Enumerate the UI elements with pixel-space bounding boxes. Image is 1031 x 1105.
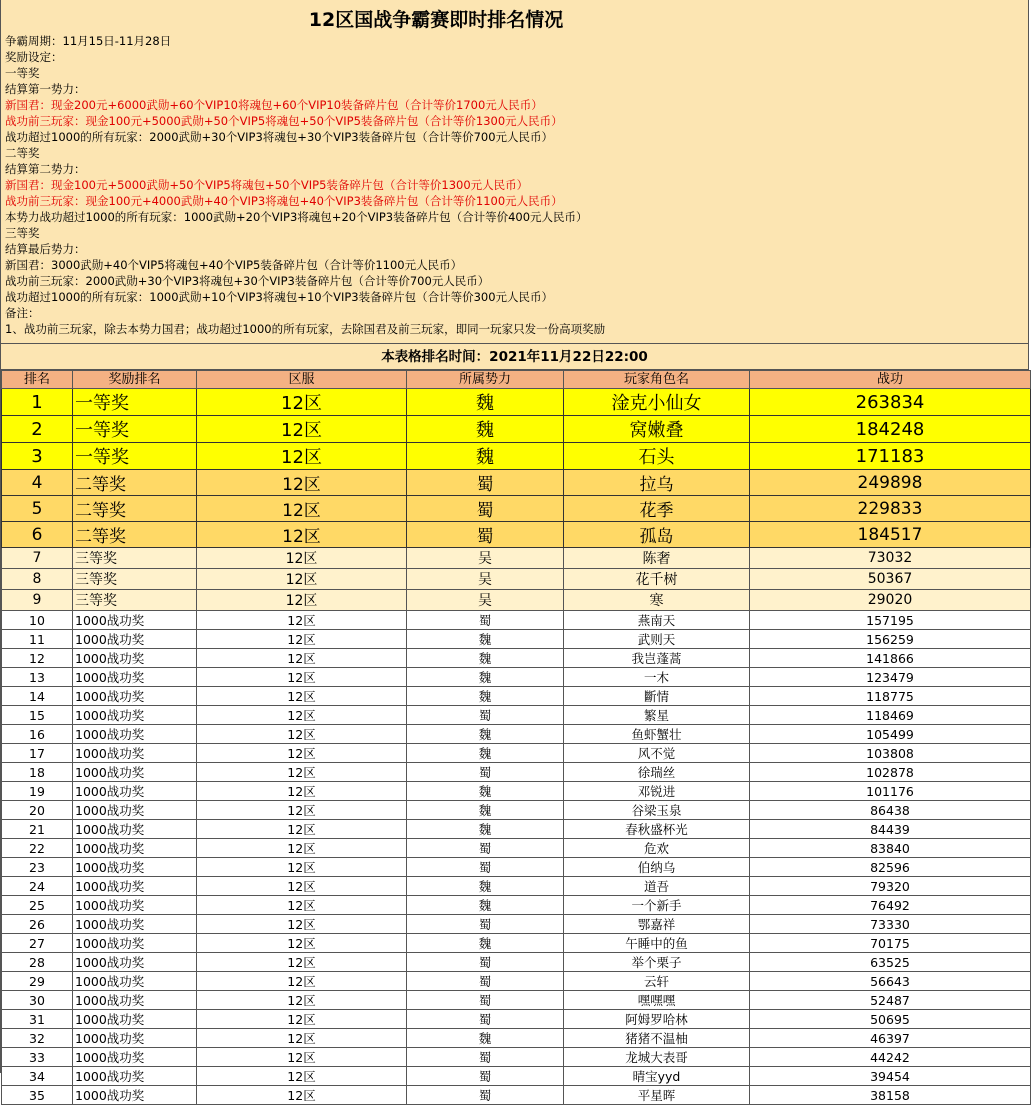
server-cell: 12区 xyxy=(197,687,407,706)
faction-cell: 魏 xyxy=(407,820,564,839)
player-name-cell: 一个新手 xyxy=(564,896,750,915)
merit-cell: 86438 xyxy=(750,801,1031,820)
merit-cell: 157195 xyxy=(750,611,1031,630)
server-cell: 12区 xyxy=(197,569,407,590)
merit-cell: 70175 xyxy=(750,934,1031,953)
table-row xyxy=(2,725,1031,744)
table-row xyxy=(2,389,1031,416)
faction-cell: 魏 xyxy=(407,389,564,416)
player-name-cell: 晴宝yyd xyxy=(564,1067,750,1086)
faction-cell: 吴 xyxy=(407,548,564,569)
rule-line: 备注： xyxy=(5,306,40,320)
rules-header xyxy=(1,0,1028,344)
server-cell: 12区 xyxy=(197,1048,407,1067)
server-cell: 12区 xyxy=(197,991,407,1010)
reward-rules xyxy=(5,33,1024,337)
table-row xyxy=(2,915,1031,934)
faction-cell: 魏 xyxy=(407,744,564,763)
server-cell: 12区 xyxy=(197,706,407,725)
award-cell: 1000战功奖 xyxy=(73,611,197,630)
column-header-faction: 所属势力 xyxy=(407,371,564,389)
rank-cell: 32 xyxy=(2,1029,73,1048)
rank-cell: 27 xyxy=(2,934,73,953)
player-name-cell: 龙城大表哥 xyxy=(564,1048,750,1067)
table-body xyxy=(2,389,1031,1105)
rank-cell: 23 xyxy=(2,858,73,877)
player-name-cell: 徐瑞丝 xyxy=(564,763,750,782)
server-cell: 12区 xyxy=(197,934,407,953)
table-row xyxy=(2,687,1031,706)
faction-cell: 魏 xyxy=(407,782,564,801)
player-name-cell: 风不觉 xyxy=(564,744,750,763)
table-row xyxy=(2,416,1031,443)
faction-cell: 蜀 xyxy=(407,953,564,972)
player-name-cell: 花千树 xyxy=(564,569,750,590)
table-row xyxy=(2,953,1031,972)
award-cell: 三等奖 xyxy=(73,569,197,590)
faction-cell: 蜀 xyxy=(407,763,564,782)
table-row xyxy=(2,590,1031,611)
rank-cell: 20 xyxy=(2,801,73,820)
merit-cell: 105499 xyxy=(750,725,1031,744)
table-row xyxy=(2,972,1031,991)
table-row xyxy=(2,470,1031,496)
player-name-cell: 平星晖 xyxy=(564,1086,750,1105)
faction-cell: 蜀 xyxy=(407,1086,564,1105)
merit-cell: 123479 xyxy=(750,668,1031,687)
server-cell: 12区 xyxy=(197,649,407,668)
rank-cell: 29 xyxy=(2,972,73,991)
faction-cell: 魏 xyxy=(407,687,564,706)
player-name-cell: 武则天 xyxy=(564,630,750,649)
rank-cell: 17 xyxy=(2,744,73,763)
merit-cell: 249898 xyxy=(750,470,1031,496)
rank-cell: 33 xyxy=(2,1048,73,1067)
rule-line: 三等奖 xyxy=(5,226,40,240)
faction-cell: 吴 xyxy=(407,569,564,590)
rank-cell: 22 xyxy=(2,839,73,858)
table-row xyxy=(2,1067,1031,1086)
player-name-cell: 拉乌 xyxy=(564,470,750,496)
award-cell: 1000战功奖 xyxy=(73,915,197,934)
merit-cell: 63525 xyxy=(750,953,1031,972)
server-cell: 12区 xyxy=(197,1086,407,1105)
table-row xyxy=(2,934,1031,953)
player-name-cell: 鄂嘉祥 xyxy=(564,915,750,934)
player-name-cell: 陈奢 xyxy=(564,548,750,569)
award-cell: 三等奖 xyxy=(73,590,197,611)
server-cell: 12区 xyxy=(197,548,407,569)
rank-cell: 6 xyxy=(2,522,73,548)
table-row xyxy=(2,569,1031,590)
merit-cell: 29020 xyxy=(750,590,1031,611)
faction-cell: 蜀 xyxy=(407,915,564,934)
table-row xyxy=(2,839,1031,858)
rule-line: 战功前三玩家：现金100元+5000武勋+50个VIP5将魂包+50个VIP5装备碎片包（合计等价1300元人民币） xyxy=(5,114,563,128)
table-row xyxy=(2,1029,1031,1048)
rank-cell: 12 xyxy=(2,649,73,668)
faction-cell: 魏 xyxy=(407,649,564,668)
award-cell: 一等奖 xyxy=(73,443,197,470)
award-cell: 1000战功奖 xyxy=(73,725,197,744)
award-cell: 1000战功奖 xyxy=(73,858,197,877)
award-cell: 1000战功奖 xyxy=(73,649,197,668)
faction-cell: 蜀 xyxy=(407,1067,564,1086)
merit-cell: 229833 xyxy=(750,496,1031,522)
server-cell: 12区 xyxy=(197,590,407,611)
faction-cell: 蜀 xyxy=(407,522,564,548)
award-cell: 1000战功奖 xyxy=(73,953,197,972)
faction-cell: 蜀 xyxy=(407,839,564,858)
server-cell: 12区 xyxy=(197,630,407,649)
table-row xyxy=(2,801,1031,820)
table-row xyxy=(2,1010,1031,1029)
merit-cell: 82596 xyxy=(750,858,1031,877)
merit-cell: 103808 xyxy=(750,744,1031,763)
table-row xyxy=(2,668,1031,687)
faction-cell: 魏 xyxy=(407,443,564,470)
table-row xyxy=(2,820,1031,839)
award-cell: 1000战功奖 xyxy=(73,630,197,649)
server-cell: 12区 xyxy=(197,470,407,496)
merit-cell: 56643 xyxy=(750,972,1031,991)
rank-cell: 15 xyxy=(2,706,73,725)
award-cell: 1000战功奖 xyxy=(73,687,197,706)
rank-cell: 11 xyxy=(2,630,73,649)
player-name-cell: 邓锐进 xyxy=(564,782,750,801)
player-name-cell: 举个栗子 xyxy=(564,953,750,972)
rank-cell: 16 xyxy=(2,725,73,744)
server-cell: 12区 xyxy=(197,1010,407,1029)
server-cell: 12区 xyxy=(197,496,407,522)
award-cell: 三等奖 xyxy=(73,548,197,569)
table-row xyxy=(2,630,1031,649)
rank-cell: 4 xyxy=(2,470,73,496)
server-cell: 12区 xyxy=(197,915,407,934)
award-cell: 1000战功奖 xyxy=(73,1086,197,1105)
player-name-cell: 孤岛 xyxy=(564,522,750,548)
merit-cell: 171183 xyxy=(750,443,1031,470)
server-cell: 12区 xyxy=(197,725,407,744)
table-row xyxy=(2,548,1031,569)
merit-cell: 73032 xyxy=(750,548,1031,569)
rule-line: 1、战功前三玩家，除去本势力国君；战功超过1000的所有玩家，去除国君及前三玩家，即同一玩家只发一份高项奖励 xyxy=(5,322,606,336)
column-header-merit: 战功 xyxy=(750,371,1031,389)
table-row xyxy=(2,443,1031,470)
server-cell: 12区 xyxy=(197,1029,407,1048)
merit-cell: 73330 xyxy=(750,915,1031,934)
player-name-cell: 寒 xyxy=(564,590,750,611)
merit-cell: 46397 xyxy=(750,1029,1031,1048)
award-cell: 1000战功奖 xyxy=(73,706,197,725)
rank-cell: 24 xyxy=(2,877,73,896)
player-name-cell: 危欢 xyxy=(564,839,750,858)
player-name-cell: 午睡中的鱼 xyxy=(564,934,750,953)
rank-cell: 2 xyxy=(2,416,73,443)
player-name-cell: 斷情 xyxy=(564,687,750,706)
rule-line: 战功前三玩家：现金100元+4000武勋+40个VIP3将魂包+40个VIP3装备碎片包（合计等价1100元人民币） xyxy=(5,194,563,208)
merit-cell: 38158 xyxy=(750,1086,1031,1105)
server-cell: 12区 xyxy=(197,801,407,820)
award-cell: 二等奖 xyxy=(73,470,197,496)
table-row xyxy=(2,877,1031,896)
server-cell: 12区 xyxy=(197,668,407,687)
rank-cell: 3 xyxy=(2,443,73,470)
table-row xyxy=(2,611,1031,630)
column-header-award: 奖励排名 xyxy=(73,371,197,389)
award-cell: 1000战功奖 xyxy=(73,839,197,858)
faction-cell: 吴 xyxy=(407,590,564,611)
table-row xyxy=(2,763,1031,782)
server-cell: 12区 xyxy=(197,443,407,470)
award-cell: 1000战功奖 xyxy=(73,991,197,1010)
player-name-cell: 窝嫩叠 xyxy=(564,416,750,443)
rank-cell: 14 xyxy=(2,687,73,706)
merit-cell: 83840 xyxy=(750,839,1031,858)
player-name-cell: 阿姆罗哈林 xyxy=(564,1010,750,1029)
player-name-cell: 伯纳乌 xyxy=(564,858,750,877)
server-cell: 12区 xyxy=(197,763,407,782)
faction-cell: 魏 xyxy=(407,801,564,820)
merit-cell: 263834 xyxy=(750,389,1031,416)
faction-cell: 蜀 xyxy=(407,611,564,630)
column-header-player-name: 玩家角色名 xyxy=(564,371,750,389)
server-cell: 12区 xyxy=(197,522,407,548)
award-cell: 1000战功奖 xyxy=(73,877,197,896)
player-name-cell: 繁星 xyxy=(564,706,750,725)
rank-cell: 28 xyxy=(2,953,73,972)
table-row xyxy=(2,896,1031,915)
rule-line: 新国君：3000武勋+40个VIP5将魂包+40个VIP5装备碎片包（合计等价1100元人民币） xyxy=(5,258,463,272)
merit-cell: 101176 xyxy=(750,782,1031,801)
table-row xyxy=(2,744,1031,763)
server-cell: 12区 xyxy=(197,858,407,877)
merit-cell: 79320 xyxy=(750,877,1031,896)
player-name-cell: 燕南天 xyxy=(564,611,750,630)
server-cell: 12区 xyxy=(197,744,407,763)
server-cell: 12区 xyxy=(197,611,407,630)
table-row xyxy=(2,496,1031,522)
award-cell: 1000战功奖 xyxy=(73,1010,197,1029)
table-row xyxy=(2,858,1031,877)
award-cell: 1000战功奖 xyxy=(73,1067,197,1086)
merit-cell: 76492 xyxy=(750,896,1031,915)
merit-cell: 141866 xyxy=(750,649,1031,668)
rule-line: 奖励设定： xyxy=(5,50,63,64)
rule-line: 结算第一势力： xyxy=(5,82,86,96)
player-name-cell: 道吾 xyxy=(564,877,750,896)
ranking-table xyxy=(1,370,1031,1105)
player-name-cell: 谷梁玉泉 xyxy=(564,801,750,820)
server-cell: 12区 xyxy=(197,389,407,416)
server-cell: 12区 xyxy=(197,877,407,896)
faction-cell: 蜀 xyxy=(407,706,564,725)
faction-cell: 蜀 xyxy=(407,1048,564,1067)
server-cell: 12区 xyxy=(197,839,407,858)
rule-line: 争霸周期：11月15日-11月28日 xyxy=(5,34,172,48)
rule-line: 战功前三玩家：2000武勋+30个VIP3将魂包+30个VIP3装备碎片包（合计等价700元人民币） xyxy=(5,274,490,288)
table-header-row xyxy=(2,371,1031,389)
ranking-time: 本表格排名时间：2021年11月22日22:00 xyxy=(1,344,1028,370)
faction-cell: 魏 xyxy=(407,630,564,649)
award-cell: 1000战功奖 xyxy=(73,1029,197,1048)
faction-cell: 魏 xyxy=(407,416,564,443)
player-name-cell: 嘿嘿嘿 xyxy=(564,991,750,1010)
rule-line: 结算最后势力： xyxy=(5,242,86,256)
rank-cell: 31 xyxy=(2,1010,73,1029)
award-cell: 1000战功奖 xyxy=(73,782,197,801)
player-name-cell: 淦克小仙女 xyxy=(564,389,750,416)
rank-cell: 21 xyxy=(2,820,73,839)
table-row xyxy=(2,1086,1031,1105)
faction-cell: 蜀 xyxy=(407,470,564,496)
rule-line: 战功超过1000的所有玩家：1000武勋+10个VIP3将魂包+10个VIP3装备碎片包（合计等价300元人民币） xyxy=(5,290,554,304)
page-title: 12区国战争霸赛即时排名情况 xyxy=(308,9,564,31)
award-cell: 1000战功奖 xyxy=(73,934,197,953)
rule-line: 二等奖 xyxy=(5,146,40,160)
award-cell: 1000战功奖 xyxy=(73,820,197,839)
rank-cell: 26 xyxy=(2,915,73,934)
rule-line: 新国君：现金100元+5000武勋+50个VIP5将魂包+50个VIP5装备碎片包（合计等价1300元人民币） xyxy=(5,178,529,192)
player-name-cell: 我岂蓬蒿 xyxy=(564,649,750,668)
rank-cell: 19 xyxy=(2,782,73,801)
player-name-cell: 石头 xyxy=(564,443,750,470)
server-cell: 12区 xyxy=(197,820,407,839)
award-cell: 二等奖 xyxy=(73,522,197,548)
award-cell: 1000战功奖 xyxy=(73,668,197,687)
server-cell: 12区 xyxy=(197,953,407,972)
faction-cell: 蜀 xyxy=(407,991,564,1010)
rank-cell: 5 xyxy=(2,496,73,522)
award-cell: 1000战功奖 xyxy=(73,1048,197,1067)
player-name-cell: 春秋盛杯光 xyxy=(564,820,750,839)
rank-cell: 30 xyxy=(2,991,73,1010)
table-row xyxy=(2,991,1031,1010)
faction-cell: 蜀 xyxy=(407,496,564,522)
award-cell: 1000战功奖 xyxy=(73,896,197,915)
rule-line: 一等奖 xyxy=(5,66,40,80)
rank-cell: 1 xyxy=(2,389,73,416)
merit-cell: 84439 xyxy=(750,820,1031,839)
rule-line: 新国君：现金200元+6000武勋+60个VIP10将魂包+60个VIP10装备碎片包（合计等价1700元人民币） xyxy=(5,98,543,112)
rank-cell: 18 xyxy=(2,763,73,782)
player-name-cell: 花季 xyxy=(564,496,750,522)
merit-cell: 102878 xyxy=(750,763,1031,782)
faction-cell: 魏 xyxy=(407,934,564,953)
player-name-cell: 猪猪不温柚 xyxy=(564,1029,750,1048)
server-cell: 12区 xyxy=(197,782,407,801)
server-cell: 12区 xyxy=(197,416,407,443)
merit-cell: 156259 xyxy=(750,630,1031,649)
merit-cell: 44242 xyxy=(750,1048,1031,1067)
faction-cell: 魏 xyxy=(407,725,564,744)
merit-cell: 52487 xyxy=(750,991,1031,1010)
player-name-cell: 鱼虾蟹壮 xyxy=(564,725,750,744)
rank-cell: 25 xyxy=(2,896,73,915)
column-header-server: 区服 xyxy=(197,371,407,389)
rank-cell: 10 xyxy=(2,611,73,630)
award-cell: 1000战功奖 xyxy=(73,801,197,820)
faction-cell: 魏 xyxy=(407,877,564,896)
table-row xyxy=(2,1048,1031,1067)
player-name-cell: 一木 xyxy=(564,668,750,687)
merit-cell: 50695 xyxy=(750,1010,1031,1029)
rank-cell: 35 xyxy=(2,1086,73,1105)
award-cell: 二等奖 xyxy=(73,496,197,522)
server-cell: 12区 xyxy=(197,896,407,915)
rule-line: 本势力战功超过1000的所有玩家：1000武勋+20个VIP3将魂包+20个VIP3装备碎片包（合计等价400元人民币） xyxy=(5,210,588,224)
table-row xyxy=(2,649,1031,668)
rank-cell: 9 xyxy=(2,590,73,611)
table-row xyxy=(2,782,1031,801)
award-cell: 一等奖 xyxy=(73,416,197,443)
table-row xyxy=(2,522,1031,548)
faction-cell: 蜀 xyxy=(407,858,564,877)
faction-cell: 魏 xyxy=(407,668,564,687)
merit-cell: 50367 xyxy=(750,569,1031,590)
server-cell: 12区 xyxy=(197,1067,407,1086)
merit-cell: 39454 xyxy=(750,1067,1031,1086)
rank-cell: 34 xyxy=(2,1067,73,1086)
award-cell: 1000战功奖 xyxy=(73,972,197,991)
rule-line: 战功超过1000的所有玩家：2000武勋+30个VIP3将魂包+30个VIP3装备碎片包（合计等价700元人民币） xyxy=(5,130,554,144)
player-name-cell: 云轩 xyxy=(564,972,750,991)
server-cell: 12区 xyxy=(197,972,407,991)
column-header-rank: 排名 xyxy=(2,371,73,389)
award-cell: 1000战功奖 xyxy=(73,744,197,763)
faction-cell: 蜀 xyxy=(407,1010,564,1029)
table-row xyxy=(2,706,1031,725)
merit-cell: 184517 xyxy=(750,522,1031,548)
faction-cell: 魏 xyxy=(407,896,564,915)
merit-cell: 184248 xyxy=(750,416,1031,443)
award-cell: 一等奖 xyxy=(73,389,197,416)
faction-cell: 魏 xyxy=(407,1029,564,1048)
merit-cell: 118469 xyxy=(750,706,1031,725)
rule-line: 结算第二势力： xyxy=(5,162,86,176)
faction-cell: 蜀 xyxy=(407,972,564,991)
rank-cell: 7 xyxy=(2,548,73,569)
merit-cell: 118775 xyxy=(750,687,1031,706)
rank-cell: 13 xyxy=(2,668,73,687)
award-cell: 1000战功奖 xyxy=(73,763,197,782)
rank-cell: 8 xyxy=(2,569,73,590)
